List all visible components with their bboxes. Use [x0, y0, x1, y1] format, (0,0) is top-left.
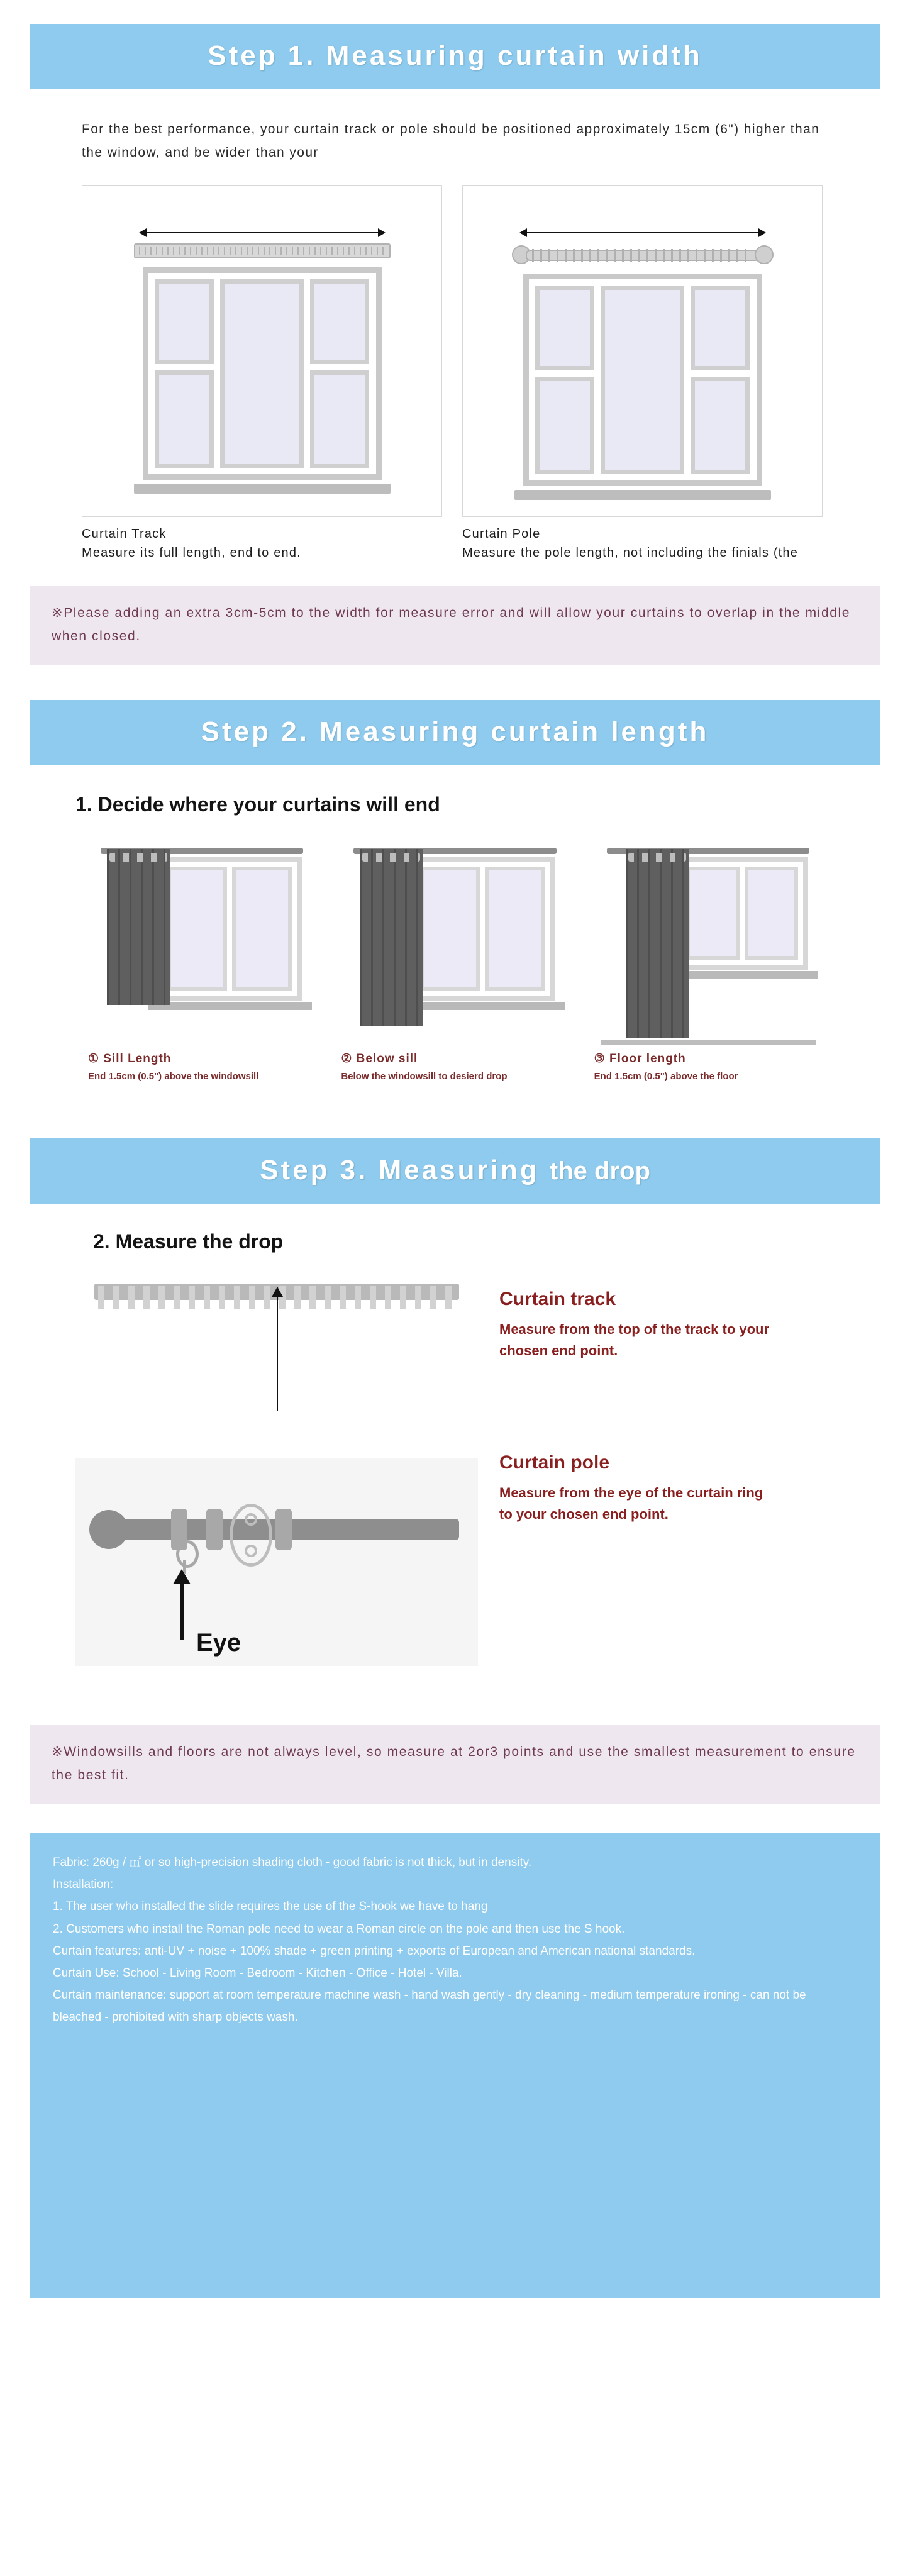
pane-left — [420, 867, 480, 991]
window-frame — [676, 857, 808, 970]
step1-title: Step 1. Measuring curtain width — [208, 40, 702, 71]
pane-bottom-left — [155, 370, 214, 468]
pane-bottom-left — [535, 377, 595, 474]
pole-illustration — [75, 1458, 478, 1666]
option-description: End 1.5cm (0.5") above the floor — [594, 1071, 738, 1082]
arrow-bar — [145, 232, 379, 233]
curtain-track-body: Measure from the top of the track to your chosen end point. — [499, 1321, 770, 1358]
step2-banner — [30, 700, 880, 765]
window-sill — [134, 484, 391, 494]
step3-banner — [30, 1138, 880, 1204]
window-sill — [667, 971, 818, 979]
curtain-track-figure-col — [82, 185, 442, 562]
arrow-head-right-icon — [758, 228, 766, 237]
footer-line-fabric: Fabric: 260g / ㎡ or so high-precision shading cloth - good fabric is not thick, but in density. — [53, 1856, 532, 1870]
window-sill — [148, 1002, 312, 1010]
step1-note: ※Please adding an extra 3cm-5cm to the width for measure error and will allow your curtains to overlap in the middle when closed. — [30, 586, 880, 665]
window-frame — [157, 857, 302, 1001]
curtain-pole-figure-col — [462, 185, 823, 562]
pane-right — [232, 867, 292, 991]
step1-figure-row — [82, 185, 828, 562]
pole-rod — [526, 250, 760, 261]
curtain-track-heading: Curtain track — [499, 1288, 616, 1309]
track-hooks — [139, 247, 386, 255]
step1-banner — [30, 24, 880, 89]
curtain-track-illustration — [82, 185, 442, 517]
right-pane-column — [691, 286, 750, 474]
step3-heading: 2. Measure the drop — [93, 1230, 284, 1253]
step3-title-sub: the drop — [549, 1157, 650, 1185]
pane-left — [167, 867, 227, 991]
ring-eye-icon — [176, 1540, 199, 1568]
option-description: Below the windowsill to desierd drop — [341, 1071, 508, 1082]
floor-length-illustration — [594, 838, 822, 1045]
floor-line — [601, 1040, 816, 1045]
footer-line-features: Curtain features: anti-UV + noise + 100% shade + green printing + exports of European and American national standards. — [53, 1944, 696, 1958]
pane-top-right — [691, 286, 750, 370]
curtain-track-caption — [82, 525, 442, 562]
curtain-ring-2 — [206, 1509, 223, 1550]
pane-top-left — [155, 279, 214, 364]
curtain-pole-illustration — [462, 185, 823, 517]
curtain-track-caption-body: Measure its full length, end to end. — [82, 545, 301, 560]
width-arrow-track — [139, 226, 386, 240]
pane-center — [220, 279, 304, 468]
track-window-drawing — [130, 226, 394, 494]
spacer — [0, 1084, 910, 1138]
curtain-hooks — [362, 853, 420, 862]
option-label: ② Below sill — [341, 1052, 418, 1066]
pole-rings — [532, 249, 753, 262]
curtain-track-bar — [134, 243, 391, 258]
pole-drop-row — [75, 1436, 835, 1666]
pane-bottom-right — [691, 377, 750, 474]
arrow-head-right-icon — [378, 228, 386, 237]
window-frame — [410, 857, 555, 1001]
track-drop-text — [478, 1272, 770, 1362]
pole-window-drawing — [511, 226, 775, 500]
footer-line-installation-2: 2. Customers who install the Roman pole need to wear a Roman circle on the pole and then use the S hook. — [53, 1922, 625, 1936]
track-illustration — [75, 1272, 478, 1417]
window-panes — [155, 279, 370, 468]
finial-right-icon — [755, 245, 774, 264]
product-details-block — [30, 1833, 880, 2298]
option-label: ① Sill Length — [88, 1052, 172, 1066]
pane-right — [485, 867, 545, 991]
left-pane-column — [535, 286, 595, 474]
window-panes — [420, 867, 545, 991]
curtain-pole-heading: Curtain pole — [499, 1452, 610, 1473]
window-sill — [514, 490, 771, 500]
width-arrow-pole — [519, 226, 766, 240]
eyelet-hole-bottom — [245, 1545, 257, 1557]
curtain-hooks — [109, 853, 167, 862]
left-pane-column — [155, 279, 214, 468]
pane-top-left — [535, 286, 595, 370]
sill-length-illustration — [88, 838, 316, 1045]
option-floor-length — [594, 838, 822, 1084]
step3-title: Step 3. Measuring — [260, 1154, 540, 1185]
option-label: ③ Floor length — [594, 1052, 686, 1066]
spacer — [0, 665, 910, 700]
curtain-pole-body: Measure from the eye of the curtain ring to your chosen end point. — [499, 1484, 763, 1522]
footer-line-maintenance: Curtain maintenance: support at room temperature machine wash - hand wash gently - dry cleaning - medium temperature ironing - can not be bleached - prohibited with sharp objects wash. — [53, 1989, 806, 2024]
window-sill — [401, 1002, 565, 1010]
below-sill-illustration — [341, 838, 569, 1045]
curtain-pole-caption-title: Curtain Pole — [462, 526, 541, 541]
spacer — [0, 1666, 910, 1701]
eye-pointer-arrow-icon — [180, 1582, 184, 1640]
curtain-pole-caption-body: Measure the pole length, not including the finials (the — [462, 545, 799, 560]
curtain-ring-3 — [275, 1509, 292, 1550]
step2-options-row — [88, 838, 822, 1084]
step1-intro-text: For the best performance, your curtain track or pole should be positioned approximately 15cm (6") higher than the window, and be wider than your — [82, 122, 820, 160]
footer-line-use: Curtain Use: School - Living Room - Bedroom - Kitchen - Office - Hotel - Villa. — [53, 1966, 462, 1980]
window-frame — [143, 267, 382, 480]
window-frame — [523, 274, 762, 486]
footer-line-installation-1: 1. The user who installed the slide requires the use of the S-hook we have to hang — [53, 1900, 488, 1914]
eyelet-hole-top — [245, 1513, 257, 1526]
pane-bottom-right — [310, 370, 370, 468]
ring-eyelet-icon — [230, 1504, 272, 1567]
measure-arrow-icon — [277, 1287, 278, 1411]
track-drop-figure — [75, 1272, 478, 1417]
right-pane-column — [310, 279, 370, 468]
curtain-pole-caption — [462, 525, 823, 562]
curtain-panel — [107, 849, 170, 1005]
pane-top-right — [310, 279, 370, 364]
window-panes — [535, 286, 750, 474]
pane-left — [686, 867, 740, 960]
option-below-sill — [341, 838, 569, 1084]
arrow-bar — [526, 232, 760, 233]
curtain-track-caption-title: Curtain Track — [82, 526, 167, 541]
curtain-pole-bar — [512, 243, 774, 265]
eye-label: Eye — [196, 1628, 241, 1657]
footer-line-installation-title: Installation: — [53, 1878, 114, 1892]
pane-center — [601, 286, 684, 474]
step3-note: ※Windowsills and floors are not always level, so measure at 2or3 points and use the smallest measurement to ensure the best fit. — [30, 1725, 880, 1804]
option-description: End 1.5cm (0.5") above the windowsill — [88, 1071, 259, 1082]
pane-right — [745, 867, 798, 960]
pole-drop-text — [478, 1436, 770, 1525]
track-drop-row — [75, 1272, 835, 1417]
curtain-panel — [360, 849, 423, 1026]
pole-drop-figure — [75, 1436, 478, 1666]
curtain-hooks — [628, 853, 686, 862]
option-sill-length — [88, 838, 316, 1084]
window-panes — [686, 867, 798, 960]
window-panes — [167, 867, 292, 991]
step2-title: Step 2. Measuring curtain length — [201, 716, 709, 748]
step2-heading: 1. Decide where your curtains will end — [75, 793, 440, 816]
curtain-panel — [626, 849, 689, 1038]
